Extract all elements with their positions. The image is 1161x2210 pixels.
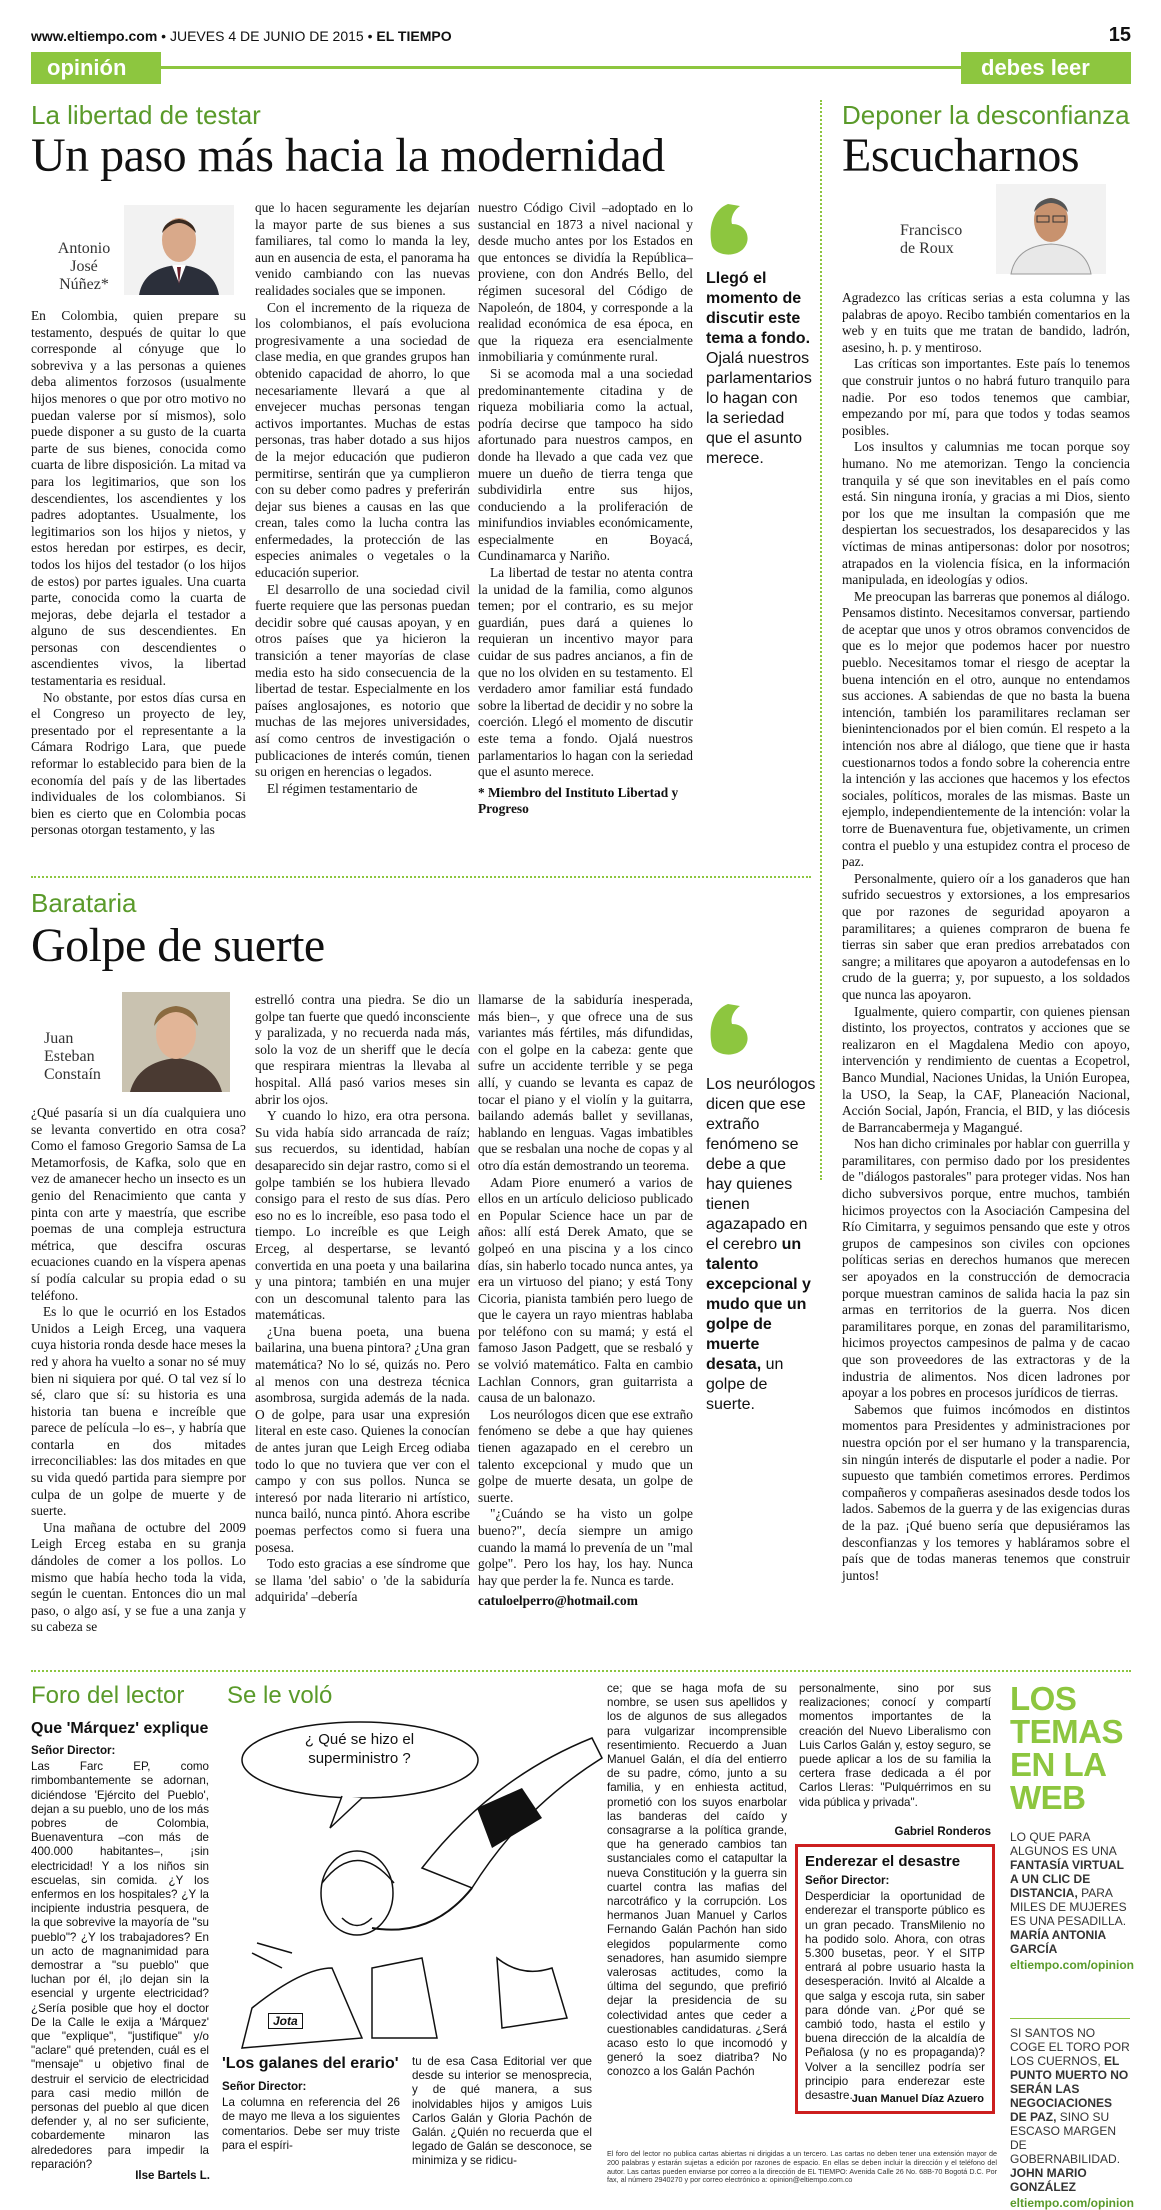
letters-col-a	[607, 1682, 787, 2102]
article2-paragraph: ¿Qué pasaría si un día cualquiera uno se levanta convertido en otra cosa? Como el famoso Gregorio Samsa de La Metamorfosis, de Kafka, solo que en vez de amanecer hecho un insecto es un genio del Renacimiento que canta y pinta con arte y maestría, que escribe poemas de una compleja estructura métrica, que descifra oscuras ecuaciones cuando en la víspera apenas sí podía calcular su propia edad o su teléfono.	[31, 1105, 246, 1303]
article1-paragraph: El desarrollo de una sociedad civil fuerte requiere que las personas puedan decidir sobre qué causas apoyan, y en otros países que ya hicieron la transición a tener mayorías de clase media esto ha sido consecuencia de la libertad de testar. Especialmente en los países anglosajones, es notorio que muchas de las mejores universidades, así como centros de investigación o publicaciones de interés común, tienen su origen en herencias o legados.	[255, 581, 470, 780]
letter1	[31, 1744, 209, 2171]
article2-email[interactable]: catuloelperro@hotmail.com	[478, 1593, 638, 1609]
article1-headline[interactable]: Un paso más hacia la modernidad	[31, 129, 665, 182]
article1-pullquote	[706, 200, 814, 469]
temas-item2[interactable]: SI SANTOS NO COGE EL TORO POR LOS CUERNOS, EL PUNTO MUERTO NO SERÁN LAS NEGOCIACIONES DE PAZ, SINO SU ESCASO MARGEN DE GOBERNABILIDAD. JOHN MARIO GONZÁLEZ eltiempo.com/opinion	[1010, 2026, 1135, 2210]
foro-kicker: Foro del lector	[31, 1682, 185, 1709]
article1-pullquote-text: Llegó el momento de discutir este tema a fondo. Ojalá nuestros parlamentarios lo hagan con la seriedad que el asunto merece.	[706, 270, 812, 467]
article1-col1	[31, 308, 246, 838]
letter2-title: 'Los galanes del erario'	[222, 2055, 399, 2072]
article3-paragraph: Personalmente, quiero oír a los ganaderos que han sufrido secuestros y extorsiones, a los empresarios que por razones de seguridad apoyaron a paramilitares; a quienes compraron de buena fe tierras sin saber que eran predios arrebatados con sangre; a militares que apoyaron a autodefensas en lo crudo de la guerra; y, por supuesto, a los soldados que nunca las apoyaron.	[842, 870, 1130, 1002]
article1-author: Antonio José Núñez*	[57, 240, 111, 293]
article2-pullquote-text: Los neurólogos dicen que ese extraño fenómeno se debe a que hay quienes tienen agazapado en el cerebro un talento excepcional y mudo que un golpe de muerte desata, un golpe de suerte.	[706, 1076, 816, 1413]
article3-paragraph: Los insultos y calumnias me tocan porque soy humano. No me atemorizan. Tengo la conciencia tranquila y sé que son inevitables en el país como está. Sin ninguna ironía, y gracias a mi Dios, siento por los que me insultan la compasión que me despiertan los secuestrados, los desaparecidos y las víctimas de minas antipersonas: dolor por nosotros; atrapados en la violencia física, en la información manipulada, en ideologías y odios.	[842, 439, 1130, 588]
article2-paragraph: Y cuando lo hizo, era otra persona. Su vida había sido arrancada de raíz; sus recuerdos, su identidad, habían desaparecido sin dejar rastro, como si el golpe también se los hubiera llevado consigo para el resto de sus días. Pero eso no es lo increíble, eso pasa todo el tiempo. Lo increíble es que Leigh Erceg, al despertarse, se levantó convertida en una poeta y una bailarina y una pintora; también en una mujer con un descomunal talento para las matemáticas.	[255, 1108, 470, 1323]
section-bar	[31, 52, 1131, 84]
temas-item1-link[interactable]: eltiempo.com/opinion	[1010, 1958, 1135, 1972]
article3-paragraph: Agradezco las críticas serias a esta columna y las palabras de apoyo. Recibo también comentarios en la web y en tuits que me tratan de bandido, ladrón, asesino, h. p. y mentiroso.	[842, 290, 1130, 355]
enderezar-text: Desperdiciar la oportunidad de enderezar el transporte público es un gran pecado. TransMilenio no ha podido solo. Ahora, con otras 5.300 busetas, peor. Y el SITP entrará al pobre usuario hasta la desesperación. Invitó al Alcalde a que salga y escoja ruta, sin saber para dónde van. ¿Por qué se cambió todo, hasta el estilo y buena dirección de la alcaldía de Peñalosa (y no es propaganda)? Volver a la sencillez podría ser principio para enderezar este desastre.	[805, 1890, 985, 2103]
article3-paragraph: Nos han dicho criminales por hablar con guerrilla y paramilitares, con permiso dado por los presidentes de "diálogos pastorales" para proteger vidas. Nos han dicho subversivos porque, entre muchos, también hicimos proyectos con la Asociación Campesina del Río Cimitarra, y seguimos pensando que este y otros grupos de campesinos son civiles con opciones políticas serias en derechos humanos que merecen ser apoyados en la construcción de democracia porque muestran caminos de salida hacia la paz sin armas en territorios de la guerra. Nos dicen paramilitares porque, en zonas del paramilitarismo, hicimos proyectos campesinos de palma y de cacao que son proveedores de las extractoras y de la industria de alimentos. Nos dicen ladrones por apoyar a los pobres en procesos jurídicos de tierras.	[842, 1136, 1130, 1401]
cartoon-bubble-text: ¿ Qué se hizo el superministro ?	[304, 1731, 415, 1767]
letter2-col2	[412, 2055, 592, 2195]
article1-paragraph: que lo hacen seguramente les dejarían la mayor parte de sus bienes a sus familiares, tal como lo manda la ley, aun en ausencia de esta, el panorama ha venido cambiando con las nuevas realidades sociales que se imponen.	[255, 200, 470, 298]
article2-paragraph: ¿Una buena poeta, una buena bailarina, una buena pintora? ¿Una gran matemática? No lo sé, quizás no. Pero al menos con una destreza técnica asombrosa, surgida además de la nada. O de golpe, para usar una expresión literal en este caso. Quienes la conocían de antes juran que Leigh Erceg odiaba todo lo que no tuviera que ver con el campo y con sus pollos. Nunca se interesó por nada literario ni artístico, nunca bailó, nunca pintó. Ahora escribe poemas perfectos como si fuera una posesa.	[255, 1323, 470, 1555]
article3-paragraph: Me preocupan las barreras que ponemos al diálogo. Pensamos distinto. Necesitamos conversar, partiendo de aceptar que unos y otros obramos convencidos de que es lo mejor que podemos hacer por nuestro pueblo. Necesitamos tomar el riesgo de aceptar la buena intención en el otro, aunque no entendamos sus acciones. A sabiendas de que no basta la buena intención, también los paramilitares reclaman ser bienintencionados por el bien común. El respeto a la intención nos abre al diálogo, que tiene que ir hasta cuestionarnos todos a fondo sobre la coherencia entre la intención y las acciones que hacemos y los efectos sociales, políticos, morales de las mismas. Baste un ejemplo, independientemente de la intención: volar la torre de Buenaventura fue, objetivamente, un crimen contra el pueblo y una estupidez contra el proceso de paz.	[842, 588, 1130, 870]
divider	[31, 876, 811, 878]
fine-print: El foro del lector no publica cartas abiertas ni dirigidas a un tercero. Las cartas no deben tener una extensión mayor de 200 palabras y estarán sujetas a edición por razones de espacio. En ellas se deben incluir la dirección y el teléfono del autor. Las cartas pueden enviarse por correo a la dirección de EL TIEMPO: Avenida Calle 26 No. 68B-70 Bogotá D.C. Por fax, al número 2940270 y por correo electrónico a: opinion@eltiempo.com.co	[607, 2149, 997, 2185]
article1-paragraph: Con el incremento de la riqueza de los colombianos, el país evoluciona progresivamente a una sociedad de clase media, en que grandes grupos han obtenido capacidad de ahorro, lo que necesariamente llevará a que al envejecer muchas personas tengan activos importantes. Muchas de estas personas, tras haber dotado a sus hijos de la mejor educación que pudieron permitirse, sentirán que ya cumplieron con su deber como padres y preferirán dejar sus bienes a causas en las que crean, tales como la lucha contra las enfermedades, la protección de las especies animales o vegetales o la educación superior.	[255, 299, 470, 581]
article2-paragraph: Todo esto gracias a ese síndrome que se llama 'del sabio' o 'de la sabiduría adquirida' –debería	[255, 1556, 470, 1605]
article3-paragraph: Las críticas son importantes. Este país lo tenemos que construir juntos o no habrá futuro tranquilo para nadie. Por eso todos tenemos que cambiar, empezando por mí, para que todos y todas seamos posibles.	[842, 356, 1130, 438]
enderezar-box	[795, 1844, 995, 2114]
page-number: 15	[1108, 24, 1131, 46]
letter2-greeting: Señor Director:	[222, 2080, 307, 2093]
article2-col3	[478, 992, 693, 1657]
letter1-body: Las Farc EP, como rimbombantemente se adornan, diciéndose 'Ejército del Pueblo', dejan a su pueblo, uno de los más pobres de Colombia, Buenaventura –con más de 400.000 habitantes–, ¡sin electricidad! Y a los niños sin escuelas, sin comida. ¿Y los enfermos en los hospitales? ¿Y la incipiente industria pesquera, de la que sobrevive la mayoría de "su pueblo"? ¿Y los trabajadores? En un acto de magnanimidad para demostrar a "su pueblo" que luchan por él, ¡lo dejan sin la esencial y urgente electricidad? ¿Sería posible que hoy el doctor De la Calle le exija a 'Márquez' que "explique", "justifique" y/o "aclare" qué pretenden, cuál es el "mensaje" u objetivo final de destruir el servicio de electricidad para casi medio millón de personas del pueblo al que dicen defender y, al no ser suficiente, cobardemente minaron las alrededores para impedir la reparación?	[31, 1760, 209, 2171]
article1-paragraph: No obstante, por estos días cursa en el Congreso un proyecto de ley, presentado por el representante a la Cámara Rodrigo Lara, que puede reformar lo establecido para bien de la economía del país y de las libertades individuales de los colombianos. Si bien es cierto que en Colombia pocas personas otorgan testamento, y las	[31, 689, 246, 838]
masthead-line	[31, 28, 1131, 48]
article3-body	[842, 290, 1130, 1583]
article2-kicker: Barataria	[31, 888, 137, 918]
divider	[31, 1670, 1131, 1672]
article1-author-photo	[124, 205, 234, 295]
article1-paragraph: nuestro Código Civil –adoptado en lo sustancial en 1873 a nivel nacional y desde mucho antes por los Estados en que entonces se dividía la República– proviene, con don Andrés Bello, del régimen sucesoral del Código de Napoleón, de 1804, y corresponde a la realidad económica de esa época, en que la riqueza era esencialmente inmobiliaria y comúnmente rural.	[478, 200, 693, 365]
article1-paragraph: La libertad de testar no atenta contra la unidad de la familia, como algunos temen; por el contrario, es su mejor guardián, pues dará a quienes lo requieran un incentivo mayor para cuidar de sus padres ancianos, a fin de que no los olviden en su testamento. El verdadero amor familiar está fundado sobre la libertad de decidir y no sobre la coerción. Llegó el momento de discutir este tema a fondo. Ojalá nuestros parlamentarios lo hagan con la seriedad que el asunto merece.	[478, 565, 693, 780]
quote-mark-icon	[706, 200, 750, 256]
article1-kicker: La libertad de testar	[31, 100, 261, 130]
letter1-title: Que 'Márquez' explique	[31, 1720, 209, 1737]
article3-paragraph: Igualmente, quiero compartir, con quienes piensan distinto, los proyectos, contratos y acciones que se realizaron en el Magdalena Medio con apoyo, intervención y rendimiento de cuentas a Ecopetrol, Banco Mundial, Naciones Unidas, la Unión Europea, la USO, la Seap, la CAF, Planeación Nacional, Acción Social, Japón, Francia, el BID, y las diócesis de Barrancabermeja y Magangué.	[842, 1003, 1130, 1135]
article3-headline[interactable]: Escucharnos	[842, 129, 1080, 182]
section-rule	[161, 66, 971, 69]
article2-paragraph: Es lo que le ocurrió en los Estados Unidos a Leigh Erceg, una vaquera cuya historia ronda desde hace meses la red y ahora ha vuelto a sonar no sé muy bien ni siquiera por qué. O tal vez sí lo sé, claro que sí: su historia es una historia tan buena e increíble que parece de película –lo es–, y habría que contarla en dos mitades irreconciliables: las dos mitades en que su vida quedó partida para siempre por culpa de un golpe de muerte y de suerte.	[31, 1304, 246, 1519]
letter2-body: tu de esa Casa Editorial ver que desde su interior se menosprecia, y de qué manera, a sus inolvidables hijos y amigos Luis Carlos Galán y Gloria Pachón de Galán. ¿Quién no recuerda que el legado de Galán se desconoce, se minimiza y se ridicu-	[412, 2055, 592, 2168]
section-tab[interactable]	[31, 52, 161, 84]
paper-name: EL TIEMPO	[376, 28, 452, 44]
temas-divider	[1010, 2018, 1130, 2019]
article1-paragraph: El régimen testamentario de	[267, 780, 418, 796]
article2-author-photo	[122, 992, 230, 1092]
column-divider	[820, 100, 822, 1180]
article2-pullquote	[706, 1000, 816, 1415]
article2-paragraph: Los neurólogos dicen que ese extraño fenómeno se debe a que hay quienes tienen agazapado en el cerebro un talento excepcional y mudo que un golpe de muerte desata, un golpe de suerte.	[478, 1406, 693, 1505]
article2-col2	[255, 992, 470, 1654]
debes-leer-tab[interactable]	[961, 52, 1131, 84]
article2-paragraph: Adam Piore enumeró a varios de ellos en un artículo delicioso publicado en Popular Science hace un par de años: allí está Derek Amato, que se golpeó en una piscina y a los cinco días, sin haberlo tocado nunca antes, ya era un virtuoso del piano; y está Tony Cicoria, pianista también pero luego de que le cayera un rayo mientras hablaba por teléfono con su mamá; y está el famoso Jason Padgett, que se resbaló y se volvió matemático. Falta en cambio Lachlan Connors, gran guitarrista a causa de un balonazo.	[478, 1174, 693, 1406]
article2-paragraph: estrelló contra una piedra. Se dio un golpe tan fuerte que quedó inconsciente y paralizada, y no recuerda nada más, solo la voz de un sheriff que le decía que respirara mientras la llevaba al hospital. Allá pasó varios meses sin abrir los ojos.	[255, 992, 470, 1107]
letter1-greeting: Señor Director:	[31, 1744, 116, 1757]
portrait-icon	[996, 184, 1106, 274]
article3-kicker: Deponer la desconfianza	[842, 100, 1130, 130]
letter3-signature: Gabriel Ronderos	[894, 1826, 991, 1838]
article2-headline[interactable]: Golpe de suerte	[31, 919, 325, 972]
cartoon-kicker: Se le voló	[227, 1682, 333, 1709]
portrait-icon	[124, 205, 234, 295]
article2-author: Juan Esteban Constaín	[44, 1030, 101, 1083]
letter1-signature: Ilse Bartels L.	[135, 2170, 210, 2182]
letter2-body: ce; que se haga mofa de su nombre, se usen sus apellidos y los de algunos de sus allegados para vulgarizar incomprensible resentimiento. Recuerdo a Juan Manuel Galán, el día del entierro de su padre, cómo, junto a su familia, y en enhiesta actitud, prometió con los suyos enarbolar las banderas del caído y consagrarse a la política grande, que ha generado cambios tan sustanciales como el catapultar la nueva Constitución y la guerra sin cuartel contra las mafias del narcotráfico y la corrupción. Los hermanos Juan Manuel y Carlos Fernando Galán Pachón han sido elegidos popularmente como senadores, han asumido siempre valerosas actitudes, como la última del segundo, que prefirió dejar la presidencia de su colectividad antes que ceder a cuestionables candidaturas. ¿Será acaso esto lo que incomodó y generó la soez diatriba? No conozco a los Galán Pachón	[607, 1682, 787, 2079]
article1-footnote: * Miembro del Instituto Libertad y Progreso	[478, 784, 679, 817]
enderezar-title: Enderezar el desastre	[805, 1853, 961, 1870]
cartoon	[222, 1718, 602, 2048]
article3-paragraph: Sabemos que fuimos incómodos en distintos momentos para Presidentes y administraciones por nuestra opción por el ser humano y la transparencia, sin ningún interés de disputarle el poder a nadie. Por supuesto que también cometimos errores. Perdimos compañeros y compañeras asesinados desde todos los lados. Sabemos de la guerra y de las exigencias duras de la paz. ¡Qué bueno sería que depusiéramos las desconfianzas y los temores y habláramos sobre el país que de todas maneras tenemos que construir juntos!	[842, 1401, 1130, 1583]
enderezar-body	[805, 1874, 985, 2103]
letters-col-b	[799, 1682, 991, 1822]
article2-col1	[31, 1105, 246, 1655]
letter2-col1	[222, 2080, 400, 2190]
article1-col2	[255, 200, 470, 830]
letter3-body: personalmente, sino por sus realizaciones; conocí y compartí momentos importantes de la creación del Nuevo Liberalismo con Luis Carlos Galán y, estoy seguro, se puede aplicar a los de su familia la certera frase dedicada a él por Carlos Lleras: "Pulquérrimos en su vida pública y privada".	[799, 1682, 991, 1809]
temas-item1[interactable]: LO QUE PARA ALGUNOS ES UNA FANTASÍA VIRTUAL A UN CLIC DE DISTANCIA, PARA MILES DE MUJERES ES UNA PESADILLA. MARÍA ANTONIA GARCÍA eltiempo.com/opinion	[1010, 1830, 1135, 1972]
article3-author-photo	[996, 184, 1106, 274]
site-url[interactable]: www.eltiempo.com	[31, 28, 158, 44]
section-label: opinión	[47, 55, 127, 80]
article2-paragraph: "¿Cuándo se ha visto un golpe bueno?", decía siempre un amigo cuando la mamá lo prevenía de un "mal golpe". Pero los hay, los hay. Nunca hay que perder la fe. Nunca es tarde.	[478, 1506, 693, 1588]
temas-title: LOS TEMAS EN LA WEB	[1010, 1680, 1123, 1816]
letter2-body: La columna en referencia del 26 de mayo me lleva a los siguientes comentarios. Debe ser muy triste para el espíri-	[222, 2096, 400, 2152]
article2-paragraph: llamarse de la sabiduría inesperada, más bien–, y que ofrece una de sus variantes más fértiles, más difundidas, con el golpe en la cabeza: gente que sufre un accidente terrible y se pega allí, y cuando se levanta es capaz de tocar el piano y el violín y la guitarra, bailando además ballet y sevillanas, hablando en lenguas. Vagas imbatibles que se resbalan una noche de copas y al otro día están demostrando un teorema.	[478, 992, 693, 1173]
article1-paragraph: Si se acomoda mal a una sociedad predominantemente citadina y de riqueza mobiliaria como la actual, podría decirse que tampoco ha sido afortunado para nuestros campos, en donde ha llevado a que cada vez que muere un dueño de tierra tenga que subdividirla entre sus hijos, conduciendo a la proliferación de minifundios inviables económicamente, especialmente en Boyacá, Cundinamarca y Nariño.	[478, 365, 693, 564]
enderezar-signature: Juan Manuel Díaz Azuero	[851, 2093, 984, 2105]
debes-leer-label: debes leer	[981, 55, 1090, 80]
temas-item2-link[interactable]: eltiempo.com/opinion	[1010, 2196, 1135, 2210]
enderezar-greeting: Señor Director:	[805, 1874, 890, 1887]
article1-col3	[478, 200, 693, 820]
article1-paragraph: En Colombia, quien prepare su testamento, después de quitar lo que corresponde al cónyuge que lo sobreviva y a las personas a quienes deba alimentos forzosos (usualmente hijos menores o que por otro motivo no puedan valerse por sí mismos), solo puede disponer a su gusto de la cuarta parte de sus bienes, conocida como cuarta de libre disposición. La mitad va para los legitimarios, que son los descendientes, los ascendientes y los padres adoptantes. Usualmente, los legitimarios son los hijos y nietos, y estos heredan por estirpes, es decir, todos los hijos del testador (o los hijos de estos) por partes iguales. Una cuarta parte, conocida como la cuarta de mejoras, debe dejarla el testador a alguno de sus descendientes. En personas con descendientes o ascendientes vivos, la libertad testamentaria es residual.	[31, 308, 246, 689]
quote-mark-icon	[706, 1000, 750, 1056]
cartoon-signature: Jota	[268, 2013, 303, 2029]
article3-author: Francisco de Roux	[900, 222, 963, 257]
issue-date: • JUEVES 4 DE JUNIO DE 2015 •	[157, 28, 377, 44]
portrait-icon	[122, 992, 230, 1092]
article2-paragraph: Una mañana de octubre del 2009 Leigh Erceg estaba en su granja dándoles de comer a los pollos. Lo mismo que había hecho toda la vida, según le cuentan. Entonces dio un mal paso, o algo así, y se fue a una zanja y su cabeza se	[31, 1519, 246, 1635]
